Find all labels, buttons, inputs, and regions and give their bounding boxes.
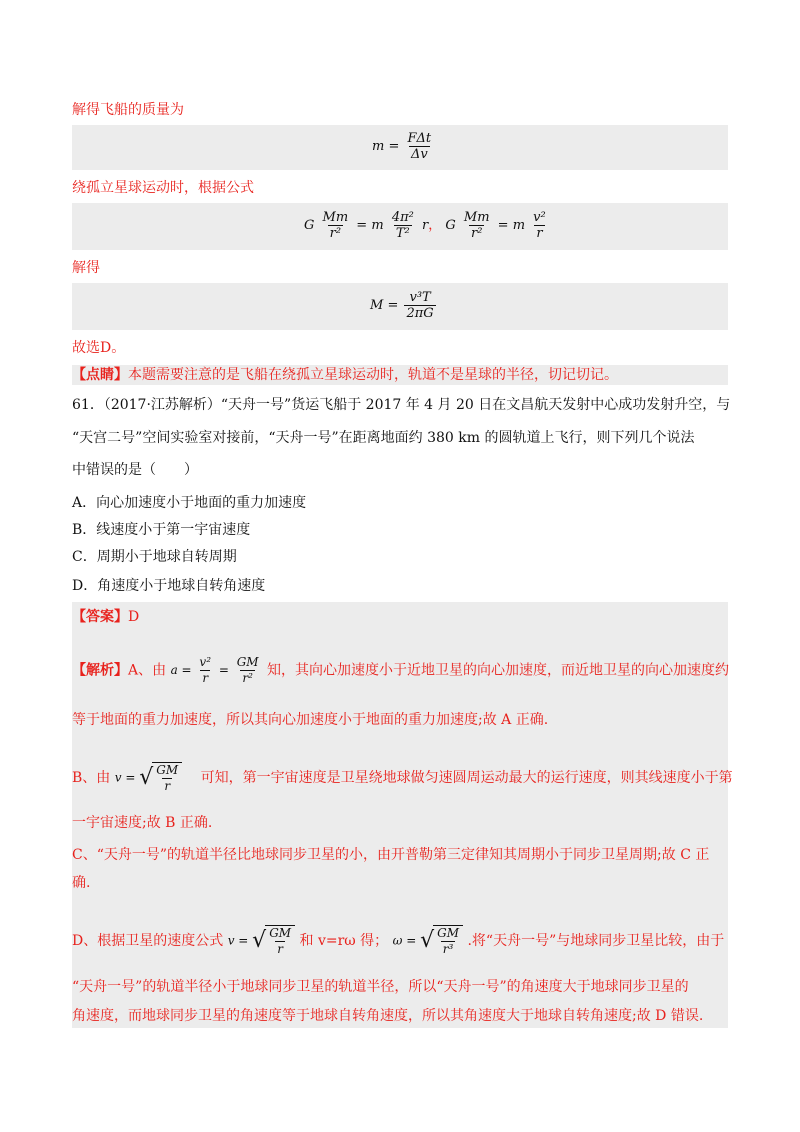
- numerator: GM: [437, 926, 460, 940]
- denominator: r: [277, 942, 283, 956]
- answer-value: D: [128, 609, 140, 625]
- option-d: D．角速度小于地球自转角速度: [72, 578, 266, 594]
- analysis-text: B、由: [72, 770, 111, 786]
- fraction: [390, 210, 416, 241]
- equation-mass: m = $\frac{\text{FΔt}}{\Delta v}$: [372, 131, 432, 162]
- eq-symbol: m: [371, 218, 384, 233]
- numerator: 4π²: [391, 210, 414, 225]
- fraction: [154, 763, 180, 794]
- fraction: [235, 655, 261, 686]
- analysis-text: 可知，第一宇宙速度是卫星绕地球做匀速圆周运动最大的运行速度，则其线速度小于第: [200, 770, 733, 786]
- numerator: v³T: [409, 290, 431, 305]
- eq-symbol: m: [512, 218, 526, 233]
- eq-symbol: G: [445, 218, 456, 233]
- equation-orbit: G $\frac{Mm}{\text{r²}}$ = m $\frac{\text{4π²}}{\text{T²}}$ r， G $\frac{Mm}{\text{r²}}$ = m $\frac{\text{v²}}{r}$: [304, 210, 546, 241]
- tip-row: [72, 365, 728, 385]
- analysis-a-line-1: [72, 655, 729, 686]
- option-c: C．周期小于地球自转周期: [72, 549, 237, 565]
- equation-box-orbit: [72, 203, 728, 250]
- analysis-d-line-1: [72, 925, 724, 957]
- choice-text: 故选D。: [72, 340, 126, 356]
- analysis-text: .将“天舟一号”与地球同步卫星比较，由于: [467, 933, 725, 949]
- equation-box-result: [72, 283, 728, 330]
- denominator: T²: [395, 226, 410, 241]
- radical-icon: √: [139, 765, 154, 790]
- fraction: [197, 655, 213, 686]
- mass-intro: 解得飞船的质量为: [72, 102, 184, 118]
- analysis-c-line-2: 确.: [72, 875, 91, 891]
- numerator: GM: [156, 763, 179, 777]
- question-line-1: 61．（2017·江苏解析）“天舟一号”货运飞船于 2017 年 4 月 20 日在文昌航天发射中心成功发射升空，与: [72, 397, 731, 413]
- fraction: [435, 926, 461, 957]
- eq-symbol: v: [227, 933, 235, 948]
- equation-velocity: v = √ $\frac{GM}{r}$: [115, 762, 182, 794]
- analysis-label: 【解析】: [72, 662, 128, 679]
- denominator: 2πG: [406, 306, 434, 321]
- denominator: r: [536, 226, 543, 241]
- analysis-text: 和 v=rω 得；: [299, 933, 389, 949]
- tip-text: 本题需要注意的是飞船在绕孤立星球运动时，轨道不是星球的半径，切记切记。: [128, 367, 618, 383]
- analysis-text: A、由: [128, 662, 167, 679]
- analysis-d-line-2: “天舟一号”的轨道半径小于地球同步卫星的轨道半径，所以“天舟一号”的角速度大于地球同步卫星的: [72, 979, 689, 995]
- answer-row: [72, 607, 139, 627]
- eq-separator: ，: [428, 218, 442, 233]
- eq-symbol: v: [114, 770, 122, 785]
- answer-label: 【答案】: [72, 609, 128, 625]
- eq-symbol: G: [304, 218, 315, 233]
- numerator: GM: [236, 655, 259, 669]
- denominator: r²: [242, 671, 253, 685]
- numerator: Mm: [322, 210, 349, 225]
- equation-accel: a = $\frac{\text{v²}}{r}$ = $\frac{GM}{\text{r²}}$: [170, 655, 259, 685]
- fraction: [406, 131, 434, 162]
- numerator: v²: [199, 655, 212, 669]
- eq-symbol: r: [421, 218, 429, 233]
- option-a: A．向心加速度小于地面的重力加速度: [72, 495, 307, 511]
- denominator: r: [202, 671, 209, 685]
- tip-label: 【点睛】: [72, 367, 128, 383]
- analysis-d-line-3: 角速度，而地球同步卫星的角速度等于地球自转角速度，所以其角速度大于地球自转角速度;故 D 错误.: [72, 1008, 704, 1024]
- fraction: [267, 926, 293, 957]
- equation-result: M = $\frac{\text{v³T}}{2\pi G}$: [370, 290, 434, 321]
- eq-symbol: a: [170, 663, 178, 677]
- equation-orbital-speed: v = √ $\frac{GM}{r}$: [228, 925, 295, 957]
- analysis-text: D、根据卫星的速度公式: [72, 933, 224, 949]
- denominator: r²: [470, 226, 483, 241]
- numerator: GM: [269, 926, 292, 940]
- denominator: r³: [442, 942, 454, 956]
- denominator: r²: [329, 226, 342, 241]
- fraction: [462, 210, 492, 241]
- numerator: FΔt: [407, 131, 432, 146]
- analysis-text: 知，其向心加速度小于近地卫星的向心加速度，而近地卫星的向心加速度约: [267, 662, 730, 679]
- numerator: Mm: [463, 210, 490, 225]
- question-line-3: 中错误的是（ ）: [72, 462, 198, 478]
- square-root: [420, 925, 463, 957]
- eq-symbol: m: [372, 139, 385, 154]
- numerator: v²: [533, 210, 546, 225]
- radical-icon: √: [252, 928, 267, 953]
- eq-symbol: M: [370, 298, 384, 313]
- analysis-a-line-2: 等于地面的重力加速度，所以其向心加速度小于地面的重力加速度;故 A 正确.: [72, 712, 549, 728]
- analysis-b-line-1: [72, 762, 733, 794]
- analysis-c-line-1: C、“天舟一号”的轨道半径比地球同步卫星的小，由开普勒第三定律知其周期小于同步卫星周期;故 C 正: [72, 847, 710, 863]
- equation-box-mass: [72, 125, 728, 170]
- orbit-intro: 绕孤立星球运动时，根据公式: [72, 180, 254, 196]
- fraction: [321, 210, 351, 241]
- option-b: B．线速度小于第一宇宙速度: [72, 522, 251, 538]
- square-root: [139, 762, 182, 794]
- fraction: [531, 210, 548, 241]
- eq-symbol: ω: [392, 933, 403, 948]
- analysis-b-line-2: 一宇宙速度;故 B 正确.: [72, 815, 213, 831]
- question-line-2: “天宫二号”空间实验室对接前，“天舟一号”在距离地面约 380 km 的圆轨道上飞行，则下列几个说法: [72, 430, 695, 446]
- square-root: [252, 925, 295, 957]
- fraction: [404, 290, 435, 321]
- radical-icon: √: [420, 928, 435, 953]
- denominator: Δv: [410, 147, 428, 162]
- solve-intro: 解得: [72, 260, 100, 276]
- equation-angular-speed: ω = √ $\frac{GM}{\text{r³}}$: [393, 925, 463, 957]
- denominator: r: [164, 779, 171, 793]
